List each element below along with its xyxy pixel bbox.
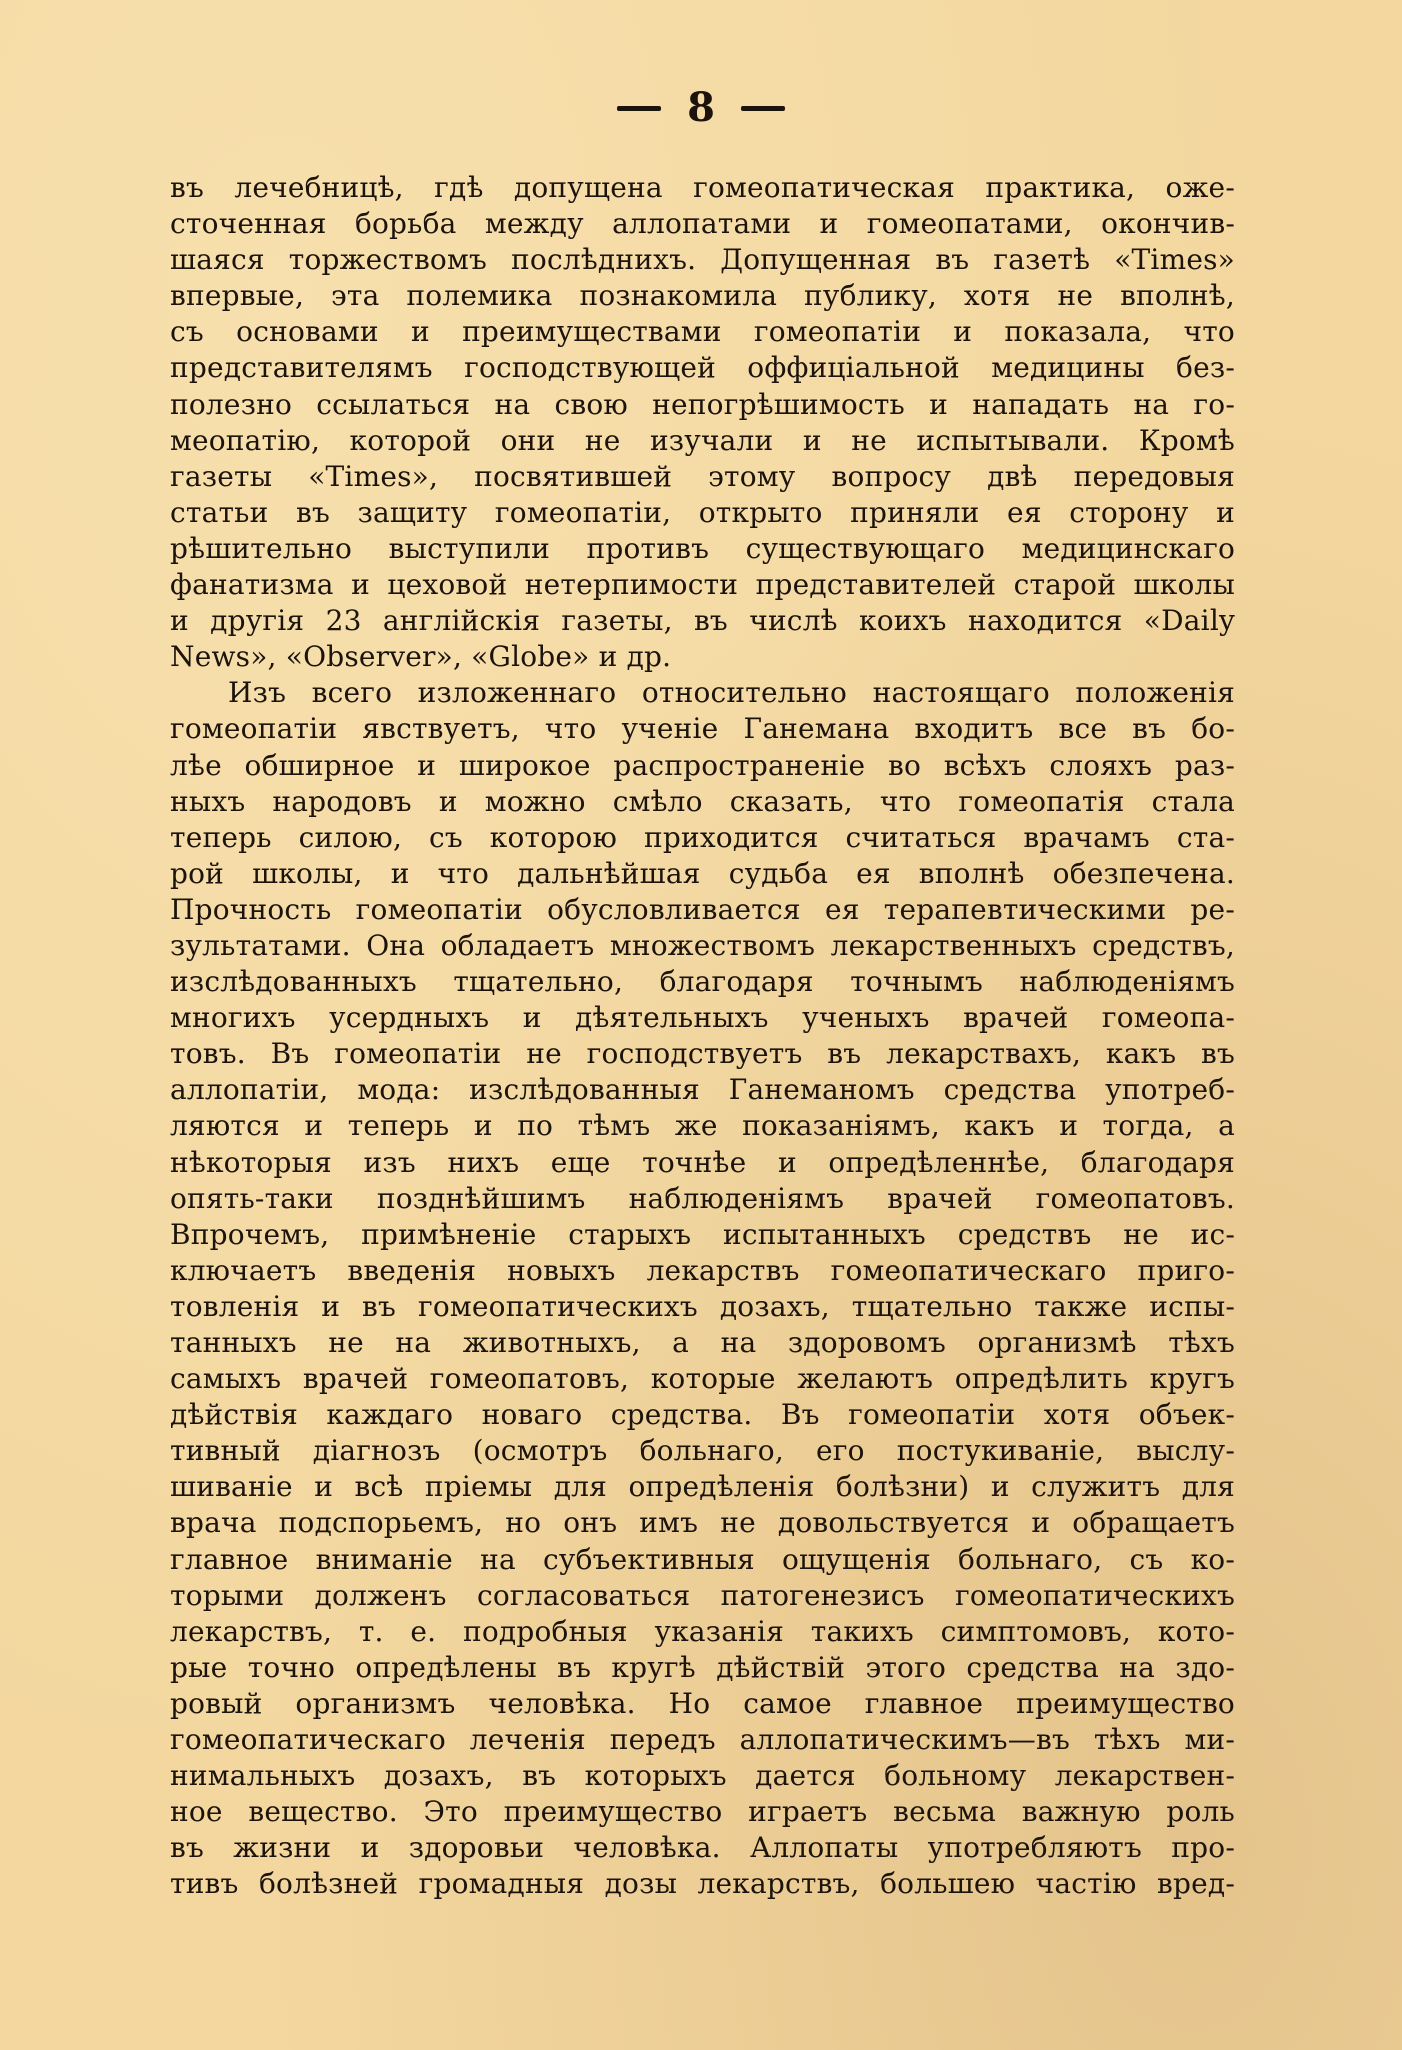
header-dash-left <box>617 106 661 111</box>
text-line: ровый организмъ человѣка. Но самое главное преимущество <box>170 1686 1235 1720</box>
text-line: торыми долженъ согласоваться патогенезисъ гомеопатическихъ <box>170 1578 1235 1612</box>
text-line: съ основами и преимуществами гомеопатіи и показала, что <box>170 315 1235 349</box>
text-line: полезно ссылаться на свою непогрѣшимость и нападать на го- <box>170 387 1235 421</box>
text-line: впервые, эта полемика познакомила публику, хотя не вполнѣ, <box>170 279 1235 313</box>
text-line: товленія и въ гомеопатическихъ дозахъ, тщательно также испы- <box>170 1289 1235 1323</box>
text-line: тивъ болѣзней громадныя дозы лекарствъ, большею частію вред- <box>170 1867 1235 1901</box>
text-line: Прочность гомеопатіи обусловливается ея терапевтическими ре- <box>170 892 1235 926</box>
text-line: зультатами. Она обладаетъ множествомъ лекарственныхъ средствъ, <box>170 928 1235 962</box>
text-line: нимальныхъ дозахъ, въ которыхъ дается больному лекарствен- <box>170 1759 1235 1793</box>
text-line: рѣшительно выступили противъ существующаго медицинскаго <box>170 531 1235 565</box>
text-line: и другія 23 англійскія газеты, въ числѣ коихъ находится «Daily <box>170 604 1235 638</box>
text-line: танныхъ не на животныхъ, а на здоровомъ организмѣ тѣхъ <box>170 1326 1235 1359</box>
paragraph-end-line: News», «Observer», «Globe» и др. <box>170 640 672 674</box>
text-line: газеты «Times», посвятившей этому вопросу двѣ передовыя <box>170 459 1235 493</box>
text-line: дѣйствія каждаго новаго средства. Въ гомеопатіи хотя объек- <box>170 1398 1235 1432</box>
text-line: меопатію, которой они не изучали и не испытывали. Кромѣ <box>170 423 1235 457</box>
text-line: рой школы, и что дальнѣйшая судьба ея вполнѣ обезпечена. <box>170 856 1235 890</box>
text-line: ное вещество. Это преимущество играетъ весьма важную роль <box>170 1795 1235 1829</box>
text-line: многихъ усердныхъ и дѣятельныхъ ученыхъ врачей гомеопа- <box>170 1001 1235 1035</box>
text-line: шаяся торжествомъ послѣднихъ. Допущенная въ газетѣ «Times» <box>170 243 1235 277</box>
text-line: въ лечебницѣ, гдѣ допущена гомеопатическая практика, оже- <box>170 171 1235 204</box>
text-line: самыхъ врачей гомеопатовъ, которые желаютъ опредѣлить кругъ <box>170 1362 1235 1396</box>
text-line: гомеопатическаго леченія передъ аллопатическимъ—въ тѣхъ ми- <box>170 1723 1235 1757</box>
text-line: ляются и теперь и по тѣмъ же показаніямъ, какъ и тогда, а <box>170 1109 1235 1143</box>
paragraph-start-line: Изъ всего изложеннаго относительно настоящаго положенія <box>228 676 1235 710</box>
text-line: врача подспорьемъ, но онъ имъ не довольствуется и обращаетъ <box>170 1506 1235 1540</box>
text-line: ныхъ народовъ и можно смѣло сказать, что гомеопатія стала <box>170 784 1235 818</box>
text-line: товъ. Въ гомеопатіи не господствуетъ въ лекарствахъ, какъ въ <box>170 1037 1235 1071</box>
text-line: нѣкоторыя изъ нихъ еще точнѣе и опредѣленнѣе, благодаря <box>170 1145 1235 1179</box>
text-line: представителямъ господствующей оффиціальной медицины без- <box>170 351 1235 385</box>
text-line: аллопатіи, мода: изслѣдованныя Ганеманомъ средства употреб- <box>170 1073 1235 1107</box>
text-line: Впрочемъ, примѣненіе старыхъ испытанныхъ средствъ не ис- <box>170 1217 1235 1251</box>
text-line: лѣе обширное и широкое распространеніе во всѣхъ слояхъ раз- <box>170 748 1235 782</box>
text-line: тивный діагнозъ (осмотръ больнаго, его постукиваніе, выслу- <box>170 1434 1235 1468</box>
body-text <box>170 170 1235 1903</box>
text-line: рые точно опредѣлены въ кругѣ дѣйствій этого средства на здо- <box>170 1650 1235 1684</box>
text-line: лекарствъ, т. е. подробныя указанія такихъ симптомовъ, кото- <box>170 1614 1235 1648</box>
text-line: изслѣдованныхъ тщательно, благодаря точнымъ наблюденіямъ <box>170 965 1235 999</box>
text-line: въ жизни и здоровьи человѣка. Аллопаты употребляютъ про- <box>170 1831 1235 1865</box>
text-line: статьи въ защиту гомеопатіи, открыто приняли ея сторону и <box>170 495 1235 529</box>
text-line: фанатизма и цеховой нетерпимости представителей старой школы <box>170 568 1235 602</box>
text-line: шиваніе и всѣ пріемы для опредѣленія болѣзни) и служитъ для <box>170 1470 1235 1504</box>
text-line: главное вниманіе на субъективныя ощущенія больнаго, съ ко- <box>170 1542 1235 1576</box>
text-line: сточенная борьба между аллопатами и гомеопатами, окончив- <box>170 207 1235 241</box>
text-line: опять-таки позднѣйшимъ наблюденіямъ врачей гомеопатовъ. <box>170 1181 1235 1215</box>
page-number: 8 <box>687 84 715 131</box>
text-line: гомеопатіи явствуетъ, что ученіе Ганемана входитъ все въ бо- <box>170 712 1235 746</box>
header-dash-right <box>741 106 785 111</box>
text-line: теперь силою, съ которою приходится считаться врачамъ ста- <box>170 820 1235 854</box>
page-header <box>0 78 1402 138</box>
text-line: ключаетъ введенія новыхъ лекарствъ гомеопатическаго приго- <box>170 1253 1235 1287</box>
